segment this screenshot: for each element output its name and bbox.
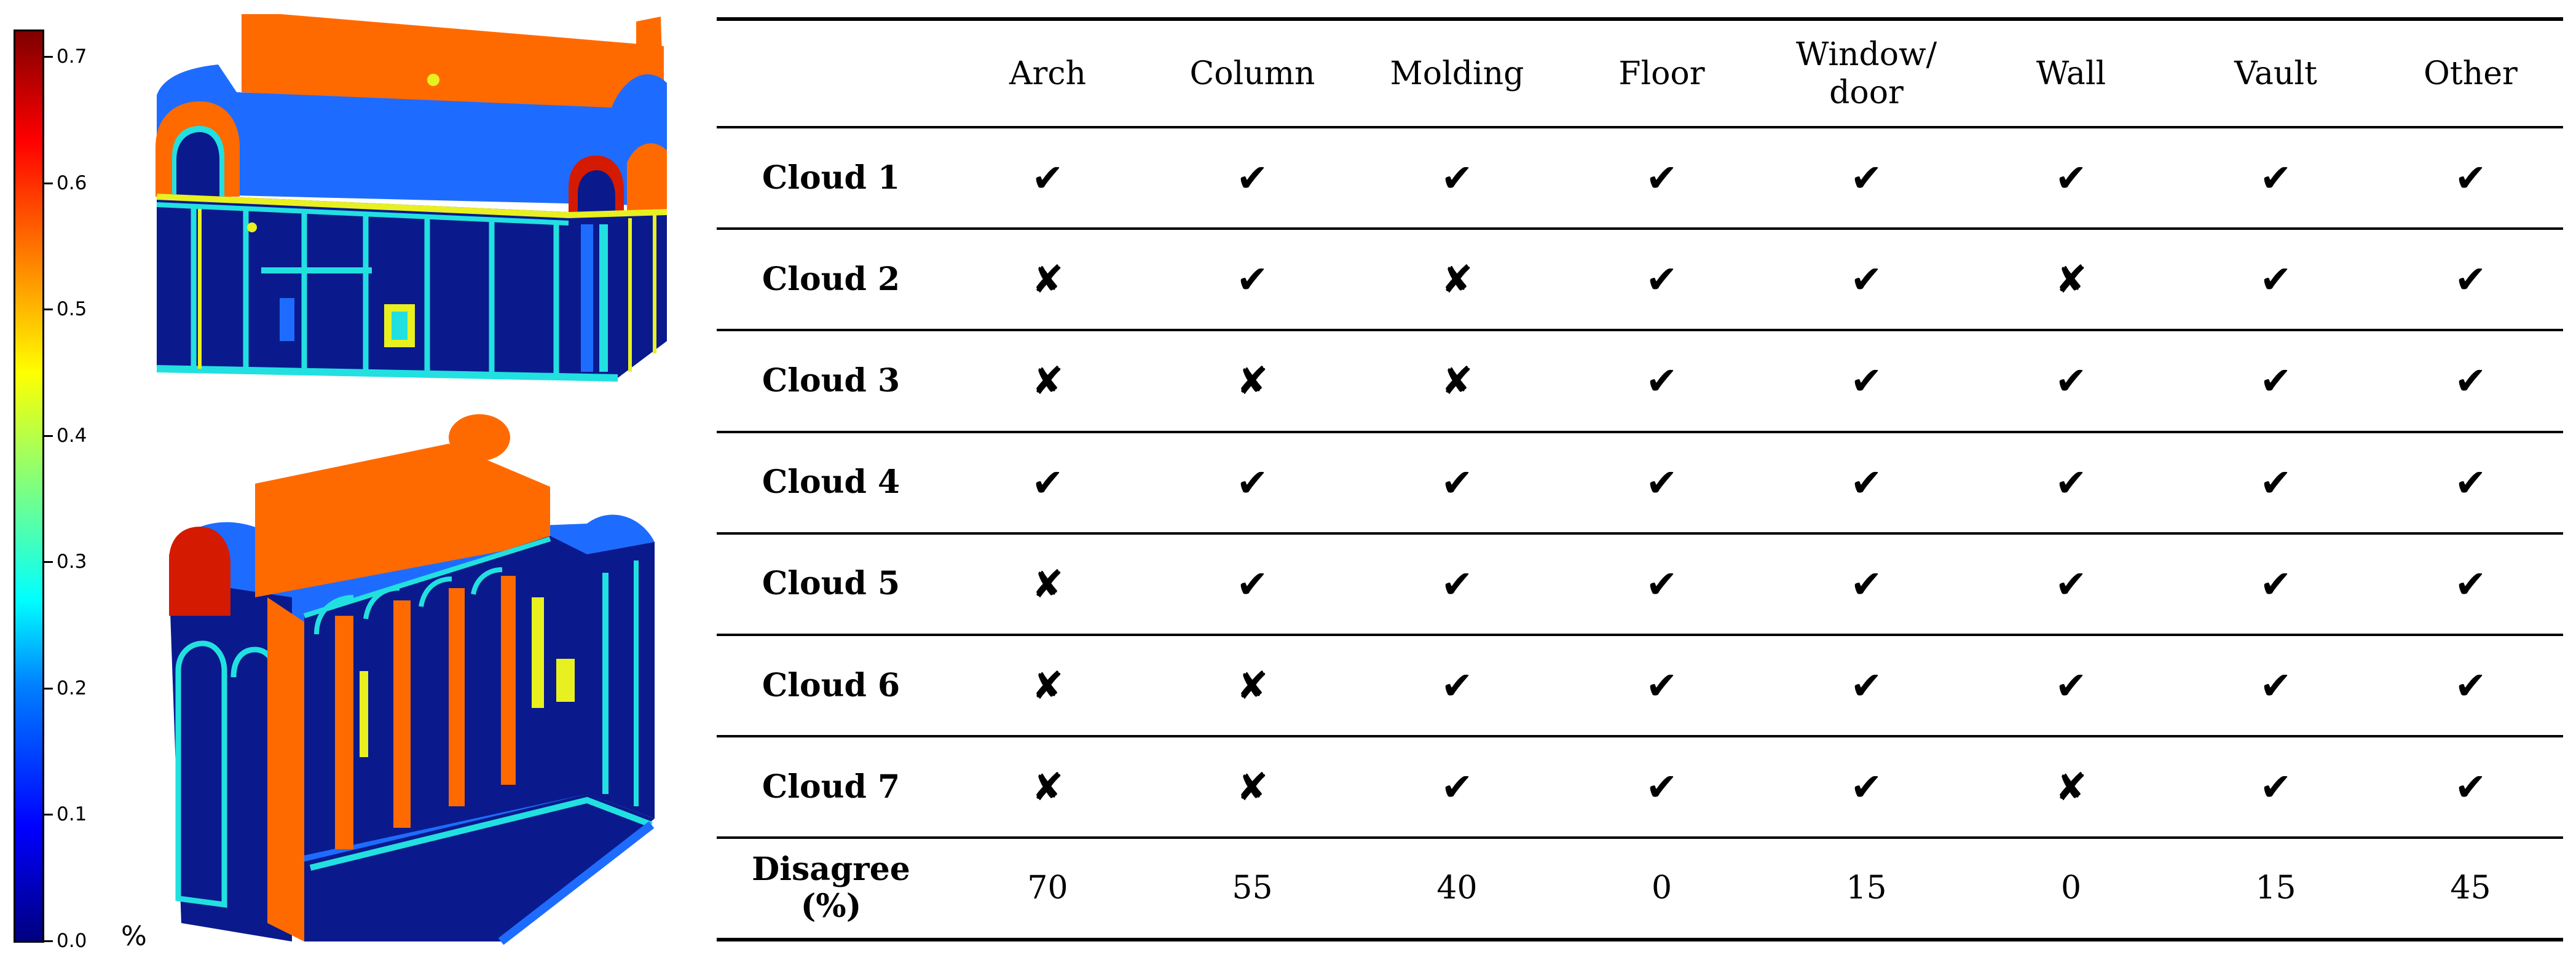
table-cell: [1355, 736, 1559, 838]
check-mark-icon: ✔: [2259, 765, 2292, 810]
table-cell: [945, 229, 1150, 330]
point-cloud-render-exterior: [138, 9, 667, 390]
row-label: Cloud 3: [717, 330, 945, 431]
check-mark-icon: ✔: [1850, 561, 1883, 607]
cross-mark-icon: ✘: [1236, 663, 1269, 709]
check-mark-icon: ✔: [1441, 155, 1473, 201]
colorbar-tick-label: 0.4: [57, 424, 87, 447]
disagree-value: 0: [1559, 838, 1764, 939]
check-mark-icon: ✔: [2055, 358, 2087, 404]
check-mark-icon: ✔: [1441, 460, 1473, 505]
row-label: Cloud 7: [717, 736, 945, 838]
check-mark-icon: ✔: [2259, 257, 2292, 302]
point-cloud-render-interior: [157, 413, 667, 948]
table-cell: [2378, 635, 2563, 736]
column-header: Molding: [1355, 19, 1559, 127]
table-row: [717, 127, 2563, 229]
check-mark-icon: ✔: [2259, 358, 2292, 404]
table-row: [717, 330, 2563, 431]
table-cell: [1355, 229, 1559, 330]
cross-mark-icon: ✘: [1441, 257, 1473, 302]
check-mark-icon: ✔: [1645, 765, 1678, 810]
disagree-value: 15: [2173, 838, 2378, 939]
table-cell: [1969, 330, 2173, 431]
check-mark-icon: ✔: [2055, 663, 2087, 709]
check-mark-icon: ✔: [1645, 561, 1678, 607]
wall-face: [267, 597, 304, 941]
check-mark-icon: ✔: [2055, 155, 2087, 201]
colorbar-tick-label: 0.3: [57, 551, 87, 573]
table-cell: [945, 533, 1150, 635]
table-cell: [2173, 127, 2378, 229]
table-corner-cell: [717, 19, 945, 127]
column-header: Other: [2378, 19, 2563, 127]
check-mark-icon: ✔: [1850, 460, 1883, 505]
table-cell: [1764, 432, 1969, 533]
table-cell: [1355, 635, 1559, 736]
table-cell: [945, 432, 1150, 533]
table-row: [717, 432, 2563, 533]
check-mark-icon: ✔: [1031, 460, 1064, 505]
check-mark-icon: ✔: [2259, 561, 2292, 607]
table-cell: [1764, 127, 1969, 229]
table-row: [717, 229, 2563, 330]
table-cell: [1559, 533, 1764, 635]
check-mark-icon: ✔: [2454, 358, 2487, 404]
check-mark-icon: ✔: [1850, 155, 1883, 201]
table-cell: [1764, 736, 1969, 838]
table-cell: [2173, 330, 2378, 431]
disagree-value: 0: [1969, 838, 2173, 939]
table-cell: [1559, 127, 1764, 229]
check-mark-icon: ✔: [1441, 765, 1473, 810]
table-cell: [1355, 533, 1559, 635]
colorbar: [14, 29, 44, 943]
check-mark-icon: ✔: [1236, 561, 1269, 607]
check-mark-icon: ✔: [2259, 460, 2292, 505]
cross-mark-icon: ✘: [2055, 257, 2087, 302]
check-mark-icon: ✔: [2454, 460, 2487, 505]
check-mark-icon: ✔: [1645, 155, 1678, 201]
row-label: Cloud 2: [717, 229, 945, 330]
colorbar-tick-label: 0.7: [57, 45, 87, 68]
table-cell: [2378, 229, 2563, 330]
table-cell: [1355, 127, 1559, 229]
table-cell: [2378, 533, 2563, 635]
table-cell: [1150, 736, 1355, 838]
disagree-value: 15: [1764, 838, 1969, 939]
table-cell: [1150, 635, 1355, 736]
colorbar-tick: [44, 940, 53, 942]
row-label: Cloud 4: [717, 432, 945, 533]
cross-mark-icon: ✘: [1031, 358, 1064, 404]
check-mark-icon: ✔: [2055, 460, 2087, 505]
table-cell: [1764, 330, 1969, 431]
table-cell: [2378, 432, 2563, 533]
table-cell: [945, 736, 1150, 838]
table-cell: [2173, 533, 2378, 635]
table-cell: [1355, 432, 1559, 533]
cross-mark-icon: ✘: [1236, 765, 1269, 810]
table-header-row: [717, 19, 2563, 127]
table-cell: [1150, 533, 1355, 635]
table-cell: [1150, 330, 1355, 431]
colorbar-tick: [44, 561, 53, 563]
cross-mark-icon: ✘: [1031, 561, 1064, 607]
table-cell: [1969, 432, 2173, 533]
colorbar-tick-label: 0.0: [57, 930, 87, 952]
colorbar-tick: [44, 435, 53, 437]
check-mark-icon: ✔: [1645, 257, 1678, 302]
column-header: Column: [1150, 19, 1355, 127]
cross-mark-icon: ✘: [1236, 358, 1269, 404]
check-mark-icon: ✔: [1645, 460, 1678, 505]
table-cell: [2378, 330, 2563, 431]
check-mark-icon: ✔: [1031, 155, 1064, 201]
table-row: [717, 533, 2563, 635]
disagree-value: 55: [1150, 838, 1355, 939]
check-mark-icon: ✔: [1441, 663, 1473, 709]
table-cell: [1559, 330, 1764, 431]
table-cell: [1969, 736, 2173, 838]
table-cell: [2173, 635, 2378, 736]
column-header: Window/ door: [1764, 19, 1969, 127]
table-cell: [1969, 635, 2173, 736]
colorbar-tick: [44, 183, 53, 184]
cross-mark-icon: ✘: [1441, 358, 1473, 404]
check-mark-icon: ✔: [2055, 561, 2087, 607]
table-row: [717, 736, 2563, 838]
table-cell: [1764, 533, 1969, 635]
table-cell: [945, 635, 1150, 736]
colorbar-tick-label: 0.2: [57, 677, 87, 699]
classification-table: [717, 17, 2563, 941]
table-cell: [2378, 127, 2563, 229]
column-header: Floor: [1559, 19, 1764, 127]
column-header: Wall: [1969, 19, 2173, 127]
table-cell: [1969, 229, 2173, 330]
colorbar-unit-label: %: [121, 921, 147, 952]
colorbar-tick: [44, 56, 53, 58]
check-mark-icon: ✔: [1236, 460, 1269, 505]
table-cell: [1764, 229, 1969, 330]
row-label: Cloud 6: [717, 635, 945, 736]
check-mark-icon: ✔: [1236, 257, 1269, 302]
check-mark-icon: ✔: [1645, 663, 1678, 709]
check-mark-icon: ✔: [2259, 155, 2292, 201]
table-cell: [1355, 330, 1559, 431]
summary-row: [717, 838, 2563, 939]
colorbar-tick: [44, 814, 53, 816]
check-mark-icon: ✔: [2454, 663, 2487, 709]
check-mark-icon: ✔: [2454, 257, 2487, 302]
disagree-value: 45: [2378, 838, 2563, 939]
check-mark-icon: ✔: [2454, 561, 2487, 607]
colorbar-tick-label: 0.5: [57, 298, 87, 321]
table-cell: [1559, 432, 1764, 533]
summary-label: Disagree (%): [717, 838, 945, 939]
check-mark-icon: ✔: [1850, 663, 1883, 709]
table-cell: [945, 330, 1150, 431]
column-header: Arch: [945, 19, 1150, 127]
table-cell: [1559, 635, 1764, 736]
colorbar-tick-label: 0.1: [57, 803, 87, 826]
check-mark-icon: ✔: [1850, 765, 1883, 810]
check-mark-icon: ✔: [2259, 663, 2292, 709]
check-mark-icon: ✔: [1850, 358, 1883, 404]
cross-mark-icon: ✘: [1031, 257, 1064, 302]
column-header: Vault: [2173, 19, 2378, 127]
check-mark-icon: ✔: [2454, 155, 2487, 201]
table-cell: [1559, 229, 1764, 330]
check-mark-icon: ✔: [1441, 561, 1473, 607]
check-mark-icon: ✔: [1645, 358, 1678, 404]
disagree-value: 40: [1355, 838, 1559, 939]
table-cell: [1150, 432, 1355, 533]
table-cell: [1764, 635, 1969, 736]
table-cell: [1969, 127, 2173, 229]
table-cell: [945, 127, 1150, 229]
cross-mark-icon: ✘: [2055, 765, 2087, 810]
row-label: Cloud 5: [717, 533, 945, 635]
check-mark-icon: ✔: [1850, 257, 1883, 302]
table-row: [717, 635, 2563, 736]
colorbar-tick: [44, 688, 53, 690]
disagree-value: 70: [945, 838, 1150, 939]
arch-left-lower: [169, 527, 230, 616]
colorbar-tick-label: 0.6: [57, 171, 87, 194]
table-cell: [1150, 229, 1355, 330]
table-cell: [1969, 533, 2173, 635]
check-mark-icon: ✔: [1236, 155, 1269, 201]
table-cell: [2378, 736, 2563, 838]
table-cell: [1150, 127, 1355, 229]
table-cell: [2173, 736, 2378, 838]
table-cell: [1559, 736, 1764, 838]
table-cell: [2173, 229, 2378, 330]
check-mark-icon: ✔: [2454, 765, 2487, 810]
table-cell: [2173, 432, 2378, 533]
colorbar-tick: [44, 309, 53, 310]
row-label: Cloud 1: [717, 127, 945, 229]
cross-mark-icon: ✘: [1031, 765, 1064, 810]
cross-mark-icon: ✘: [1031, 663, 1064, 709]
